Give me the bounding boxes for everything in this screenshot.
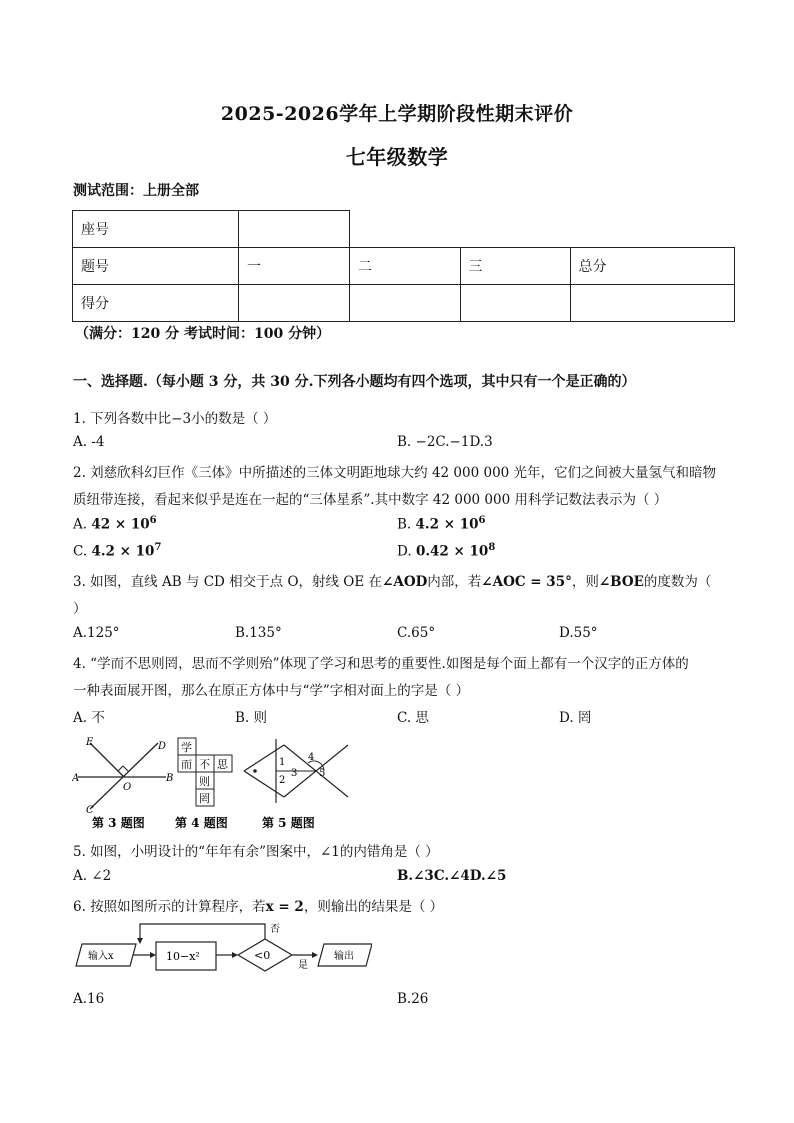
q2-option-b[interactable]: B. $4.2 \times 10^6$: [397, 515, 486, 533]
q6-flowchart: [72, 920, 372, 978]
q1-stem: 1. 下列各数中比−3小的数是（ ）: [73, 411, 277, 427]
flow-yes-label: 是: [298, 960, 308, 971]
fig5-label-3: 3: [291, 768, 298, 779]
q5-stem: 5. 如图，小明设计的“年年有余”图案中，∠1的内错角是（ ）: [73, 844, 439, 860]
figure-3-intersecting-lines: [72, 737, 173, 830]
flow-decision-text: <0: [254, 949, 271, 962]
fig3-caption: 第 3 题图: [92, 816, 145, 830]
q3-stem: 3. 如图，直线 AB 与 CD 相交于点 O，射线 OE 在∠AOD内部，若∠AOC = 35°，则∠BOE的度数为（: [73, 574, 712, 590]
fig3-label-o: O: [123, 782, 132, 793]
exam-title: 2025-2026学年上学期阶段性期末评价: [220, 103, 574, 125]
q2-stem-line2: 质纽带连接，看起来似乎是连在一起的“三体星系”.其中数字 42 000 000 用科学记数法表示为（ ）: [73, 492, 668, 508]
figures-row: [72, 733, 357, 833]
q1-option-b[interactable]: B. −2C.−1D.3: [397, 434, 493, 450]
q2-stem-line1: 2. 刘慈欣科幻巨作《三体》中所描述的三体文明距地球大约 42 000 000 光年，它们之间被大量氢气和暗物: [73, 465, 717, 481]
fig4-cell-er: 而: [181, 758, 192, 771]
q3-stem-close: ）: [73, 601, 87, 617]
col-3: 三: [460, 248, 570, 285]
fig3-label-d: D: [158, 741, 167, 752]
exam-subtitle: 七年级数学: [345, 145, 449, 169]
col-2: 二: [350, 248, 461, 285]
fig5-caption: 第 5 题图: [262, 816, 315, 830]
fig3-label-a: A: [72, 773, 80, 784]
q4-stem-line1: 4. “学而不思则罔，思而不学则殆”体现了学习和思考的重要性.如图是每个面上都有一个汉字的正方体的: [73, 656, 689, 672]
q4-option-d[interactable]: D. 罔: [559, 710, 592, 726]
figure-5-fish-pattern: [244, 739, 348, 830]
test-scope: 测试范围：上册全部: [73, 183, 199, 199]
score-cell-1[interactable]: [239, 285, 350, 322]
fig4-cell-bu: 不: [199, 758, 210, 771]
q5-option-b[interactable]: B.∠3C.∠4D.∠5: [397, 868, 507, 884]
fig4-cell-wang: 罔: [199, 792, 210, 805]
fig5-label-5: 5: [319, 768, 326, 779]
col-1: 一: [239, 248, 350, 285]
q2-option-d[interactable]: D. $0.42 \times 10^8$: [397, 542, 496, 560]
fig5-label-1: 1: [279, 757, 286, 768]
fig5-label-4: 4: [308, 752, 315, 763]
q4-option-c[interactable]: C. 思: [397, 710, 429, 726]
q2-option-a[interactable]: A. $42 \times 10^6$: [73, 515, 157, 533]
exam-meta: （满分：120 分 考试时间：100 分钟）: [75, 326, 331, 342]
q3-option-a[interactable]: A.125°: [73, 625, 120, 641]
figure-4-cube-net: [175, 738, 232, 830]
q3-option-b[interactable]: B.135°: [235, 625, 282, 641]
fig4-caption: 第 4 题图: [175, 816, 228, 830]
score-cell-total[interactable]: [570, 285, 734, 322]
fig5-label-2: 2: [279, 775, 286, 786]
fig3-label-b: B: [166, 773, 174, 784]
q1-option-a[interactable]: A. -4: [73, 434, 105, 450]
fig3-label-e: E: [86, 737, 94, 748]
seat-value-cell[interactable]: [239, 211, 350, 248]
q4-option-b[interactable]: B. 则: [235, 710, 268, 726]
flow-output-text: 输出: [334, 951, 354, 962]
col-total: 总分: [570, 248, 734, 285]
score-label: 得分: [73, 285, 239, 322]
q4-stem-line2: 一种表面展开图，那么在原正方体中与“学”字相对面上的字是（ ）: [73, 683, 470, 699]
fig4-cell-ze: 则: [199, 775, 210, 788]
q3-option-c[interactable]: C.65°: [397, 625, 436, 641]
fig3-label-c: C: [86, 805, 94, 816]
q6-stem: 6. 按照如图所示的计算程序，若x = 2，则输出的结果是（ ）: [73, 899, 444, 915]
seat-label: 座号: [73, 211, 239, 248]
score-cell-2[interactable]: [350, 285, 461, 322]
fig4-cell-xue: 学: [181, 741, 192, 754]
q2-option-c[interactable]: C. $4.2 \times 10^7$: [73, 542, 162, 560]
section-heading: 一、选择题.（每小题 3 分，共 30 分.下列各小题均有四个选项，其中只有一个是正确的）: [73, 374, 636, 390]
score-cell-3[interactable]: [460, 285, 570, 322]
q3-option-d[interactable]: D.55°: [559, 625, 598, 641]
q4-option-a[interactable]: A. 不: [73, 710, 105, 726]
q5-option-a[interactable]: A. ∠2: [73, 868, 112, 884]
score-table: [72, 210, 735, 322]
q6-option-b[interactable]: B.26: [397, 991, 429, 1007]
q6-option-a[interactable]: A.16: [73, 991, 105, 1007]
flow-no-label: 否: [270, 924, 280, 935]
flow-input-text: 输入x: [88, 951, 114, 962]
flow-process-text: 10−x²: [166, 950, 200, 963]
question-number-label: 题号: [73, 248, 239, 285]
fig4-cell-si: 思: [217, 758, 228, 771]
